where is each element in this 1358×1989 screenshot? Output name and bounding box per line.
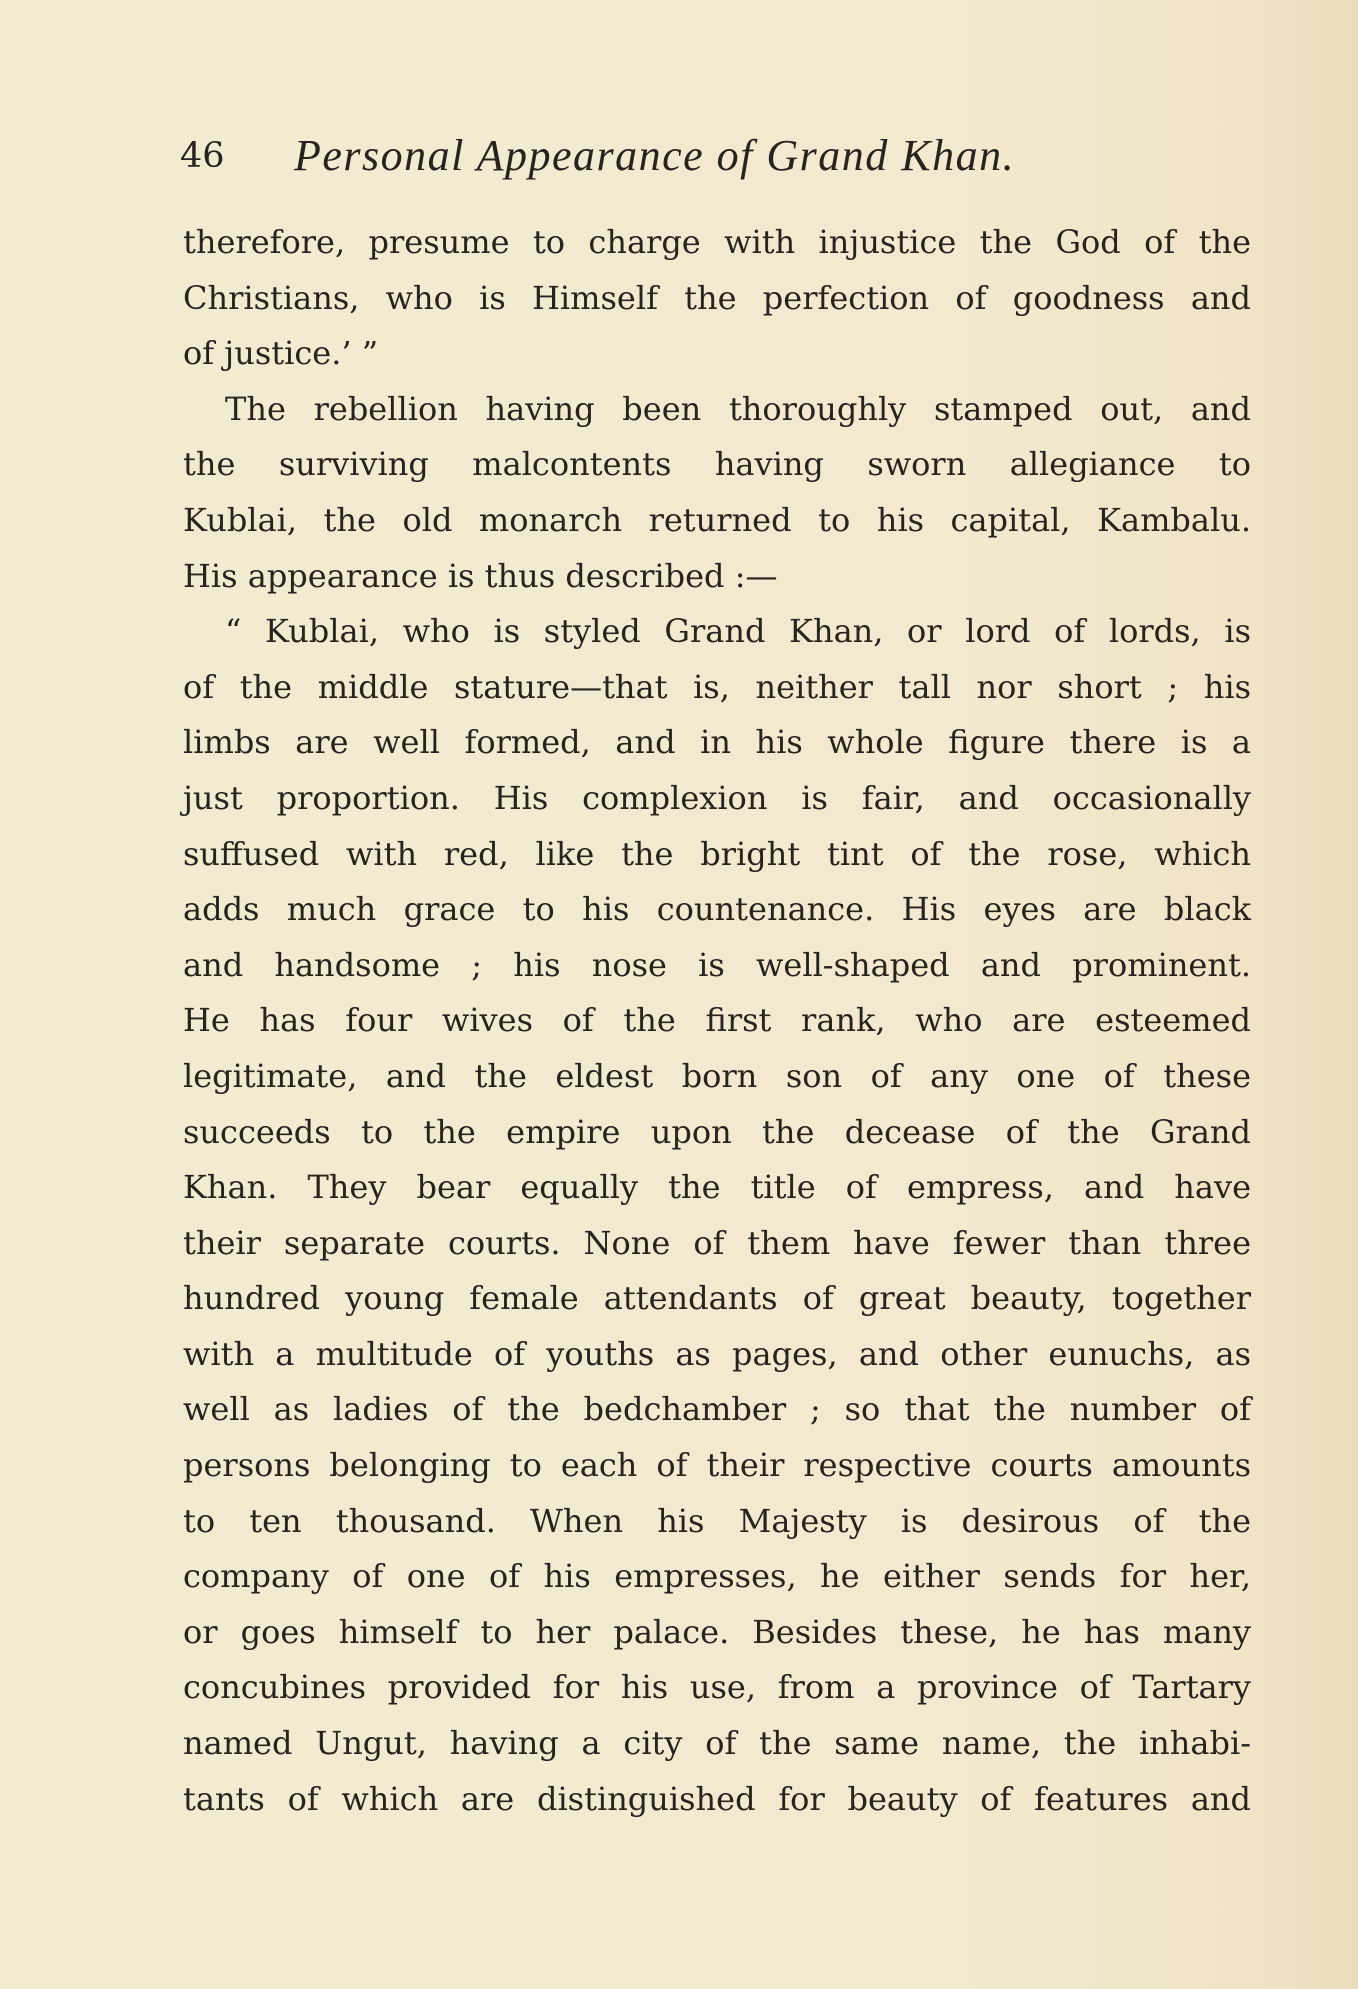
text-line: limbs are well formed, and in his whole figure there is a: [183, 723, 1251, 762]
text-line: He has four wives of the first rank, who are esteemed: [183, 1001, 1251, 1040]
text-line: of justice.’ ”: [183, 334, 379, 373]
text-line: succeeds to the empire upon the decease of the Grand: [183, 1112, 1251, 1151]
text-line: their separate courts. None of them have fewer than three: [183, 1223, 1251, 1262]
text-line: well as ladies of the bedchamber ; so that the number of: [183, 1390, 1251, 1429]
text-line: persons belonging to each of their respective courts amounts: [183, 1446, 1251, 1485]
text-line: or goes himself to her palace. Besides these, he has many: [183, 1612, 1251, 1651]
text-line: The rebellion having been thoroughly stamped out, and: [225, 389, 1251, 428]
running-title: Personal Appearance of Grand Khan.: [294, 131, 1016, 180]
text-line: concubines provided for his use, from a province of Tartary: [183, 1668, 1251, 1707]
text-line: His appearance is thus described :—: [183, 556, 778, 595]
text-line: Kublai, the old monarch returned to his capital, Kambalu.: [183, 500, 1251, 539]
text-line: just proportion. His complexion is fair, and occasionally: [183, 778, 1251, 817]
text-line: to ten thousand. When his Majesty is desirous of the: [183, 1501, 1251, 1540]
body-text: [183, 215, 1251, 1827]
text-line: Khan. They bear equally the title of empress, and have: [183, 1168, 1251, 1207]
text-line: “ Kublai, who is styled Grand Khan, or lord of lords, is: [225, 612, 1251, 651]
text-line: of the middle stature—that is, neither tall nor short ; his: [183, 667, 1251, 706]
text-line: hundred young female attendants of great beauty, together: [183, 1279, 1251, 1318]
page-number: 46: [180, 136, 225, 176]
text-line: and handsome ; his nose is well-shaped and prominent.: [183, 945, 1251, 984]
text-line: legitimate, and the eldest born son of any one of these: [183, 1056, 1251, 1095]
text-line: company of one of his empresses, he either sends for her,: [183, 1557, 1251, 1596]
text-line: with a multitude of youths as pages, and other eunuchs, as: [183, 1334, 1251, 1373]
text-line: Christians, who is Himself the perfection of goodness and: [183, 278, 1251, 317]
text-line: therefore, presume to charge with injustice the God of the: [183, 223, 1251, 261]
page-header: [180, 126, 1252, 186]
text-line: the surviving malcontents having sworn allegiance to: [183, 445, 1251, 484]
text-line: tants of which are distinguished for beauty of features and: [183, 1779, 1251, 1818]
text-line: suffused with red, like the bright tint of the rose, which: [183, 834, 1251, 873]
text-line: adds much grace to his countenance. His eyes are black: [183, 890, 1251, 929]
text-line: named Ungut, having a city of the same name, the inhabi-: [183, 1724, 1251, 1763]
